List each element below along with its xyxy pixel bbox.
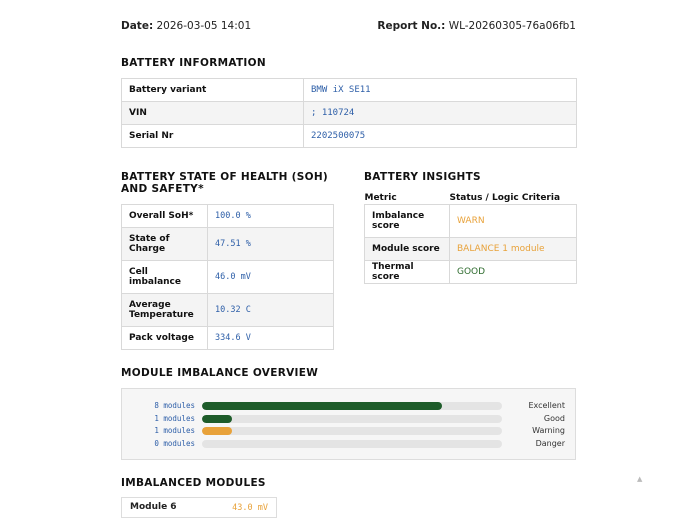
bar-fill [202,427,232,435]
status-value: BALANCE 1 module [450,238,577,261]
table-row [122,102,577,125]
module-bar-row [122,425,577,437]
row-label: Serial Nr [122,125,304,148]
battery-information-title: BATTERY INFORMATION [121,57,266,69]
row-label: Pack voltage [122,327,208,350]
date-value: 2026-03-05 14:01 [156,20,252,32]
corner-mark-icon: ▲ [637,475,643,483]
report-value: WL-20260305-76a06fb1 [448,20,576,32]
row-label: State of Charge [122,228,208,261]
table-header-row [365,192,577,205]
bar-track [202,402,502,410]
module-count: 0 modules [154,438,195,448]
status-value: GOOD [450,261,577,284]
row-label: Battery variant [122,79,304,102]
bar-fill [202,402,442,410]
table-row [122,327,334,350]
row-label: VIN [122,102,304,125]
row-value: 2202500075 [304,125,577,148]
row-value: ; 110724 [304,102,577,125]
imbalanced-module-card [121,497,277,518]
module-bar-row [122,413,577,425]
module-count: 1 modules [154,426,195,435]
row-value: BMW iX SE11 [304,79,577,102]
status-value: WARN [450,205,577,238]
row-value: 47.51 % [208,228,334,261]
module-category: Good [543,413,565,423]
row-label: Thermal score [365,261,450,284]
module-count: 8 modules [154,401,195,410]
date-label: Date: [121,20,154,32]
table-row [122,79,577,102]
table-row [122,125,577,148]
row-label: Cell imbalance [122,261,208,294]
table-row [122,228,334,261]
column-header-metric: Metric [364,193,397,203]
table-row [365,261,577,284]
row-value: 334.6 V [208,327,334,350]
insights-table [364,192,577,284]
battery-information-table [121,78,577,148]
soh-table [121,204,334,350]
module-category: Warning [532,426,565,435]
module-overview-panel [121,388,576,460]
row-value: 46.0 mV [208,261,334,294]
module-bar-row [122,400,577,412]
module-category: Danger [535,438,565,448]
row-label: Module score [365,238,450,261]
bar-fill [202,415,232,423]
table-row [122,261,334,294]
module-value: 43.0 mV [232,503,268,513]
report-date [121,20,251,32]
row-label: Average Temperature [122,294,208,327]
bar-track [202,427,502,435]
row-label: Imbalance score [365,205,450,238]
bar-track [202,440,502,448]
insights-title: BATTERY INSIGHTS [364,171,481,183]
row-value: 10.32 C [208,294,334,327]
row-label: Overall SoH* [122,205,208,228]
module-name: Module 6 [130,502,177,512]
table-row [365,205,577,238]
module-count: 1 modules [154,413,195,423]
table-row [122,205,334,228]
row-value: 100.0 % [208,205,334,228]
bar-track [202,415,502,423]
module-overview-title: MODULE IMBALANCE OVERVIEW [121,367,319,379]
report-label: Report No.: [377,20,446,32]
soh-title: BATTERY STATE OF HEALTH (SOH) AND SAFETY* [121,171,329,195]
table-row [122,294,334,327]
table-row [365,238,577,261]
report-number [377,20,576,32]
column-header-status: Status / Logic Criteria [449,193,561,203]
module-bar-row [122,438,577,450]
imbalanced-modules-title: IMBALANCED MODULES [121,477,266,489]
module-category: Excellent [528,401,565,410]
